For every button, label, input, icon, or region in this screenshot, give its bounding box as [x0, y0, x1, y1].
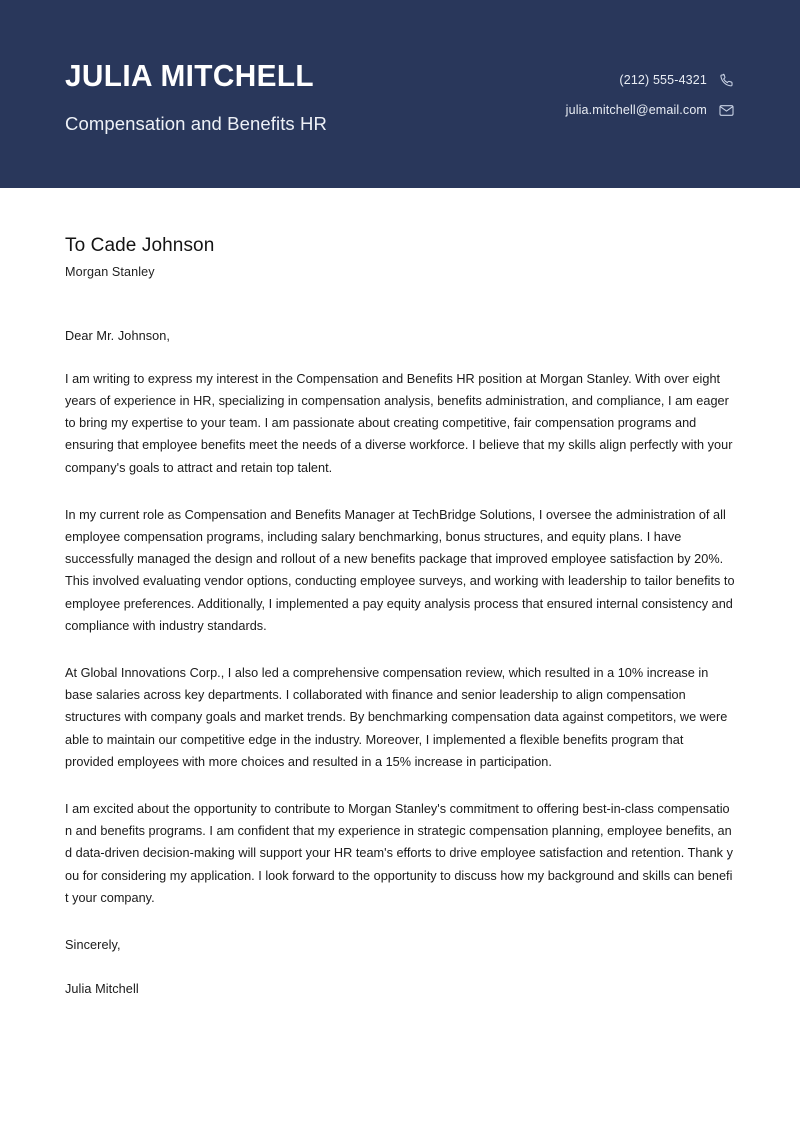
header-content [65, 59, 735, 135]
recipient-name: To Cade Johnson [65, 235, 215, 256]
contact-phone-row[interactable] [619, 72, 735, 89]
identity-block [65, 59, 327, 135]
letter-paragraph-4: I am excited about the opportunity to contribute to Morgan Stanley's commitment to offering best-in-class compensation and benefits programs. I am confident that my experience in strategic compensation planning, employee benefits, and data-driven decision-making will support your HR team's efforts to drive employee satisfaction and retention. Thank you for considering my application. I look forward to the opportunity to discuss how my background and skills can benefit your company. [65, 802, 733, 905]
letter-header-banner [0, 0, 800, 188]
salutation: Dear Mr. Johnson, [65, 328, 171, 343]
phone-number: (212) 555-4321 [619, 73, 707, 88]
letter-paragraph-1: I am writing to express my interest in the Compensation and Benefits HR position at Morgan Stanley. With over eight years of experience in HR, specializing in compensation analysis, benefits administration, and compliance, I am eager to bring my expertise to your team. I am passionate about creating competitive, fair compensation programs and ensuring that employee benefits meet the needs of a diverse workforce. I believe that my skills align perfectly with your company's goals to attract and retain top talent. [65, 371, 733, 475]
letter-body [0, 188, 800, 996]
applicant-name: JULIA MITCHELL [65, 57, 314, 93]
envelope-icon [718, 102, 735, 119]
signature-name: Julia Mitchell [65, 982, 139, 997]
letter-paragraph-3: At Global Innovations Corp., I also led a comprehensive compensation review, which resulted in a 10% increase in base salaries across key departments. I collaborated with finance and senior leadership to align compensation structures with company goals and market trends. By benchmarking compensation data against competitors, we were able to maintain our competitive edge in the industry. Moreover, I implemented a flexible benefits program that provided employees with more choices and resulted in a 15% increase in participation. [65, 665, 728, 769]
phone-icon [718, 72, 735, 89]
sign-off: Sincerely, [65, 938, 121, 953]
recipient-company: Morgan Stanley [65, 264, 155, 279]
contact-details [566, 72, 735, 119]
recipient-block [65, 234, 735, 279]
letter-paragraph-2: In my current role as Compensation and Benefits Manager at TechBridge Solutions, I oversee the administration of all employee compensation programs, including salary benchmarking, bonus structures, and equity plans. I have successfully managed the design and rollout of a new benefits package that improved employee satisfaction by 20%. This involved evaluating vendor options, conducting employee surveys, and working with leadership to tailor benefits to employee preferences. Additionally, I implemented a pay equity analysis process that ensured internal consistency and compliance with industry standards. [65, 507, 735, 633]
email-address: julia.mitchell@email.com [565, 103, 707, 118]
applicant-job-title: Compensation and Benefits HR [65, 113, 327, 135]
contact-email-row[interactable] [566, 102, 735, 119]
